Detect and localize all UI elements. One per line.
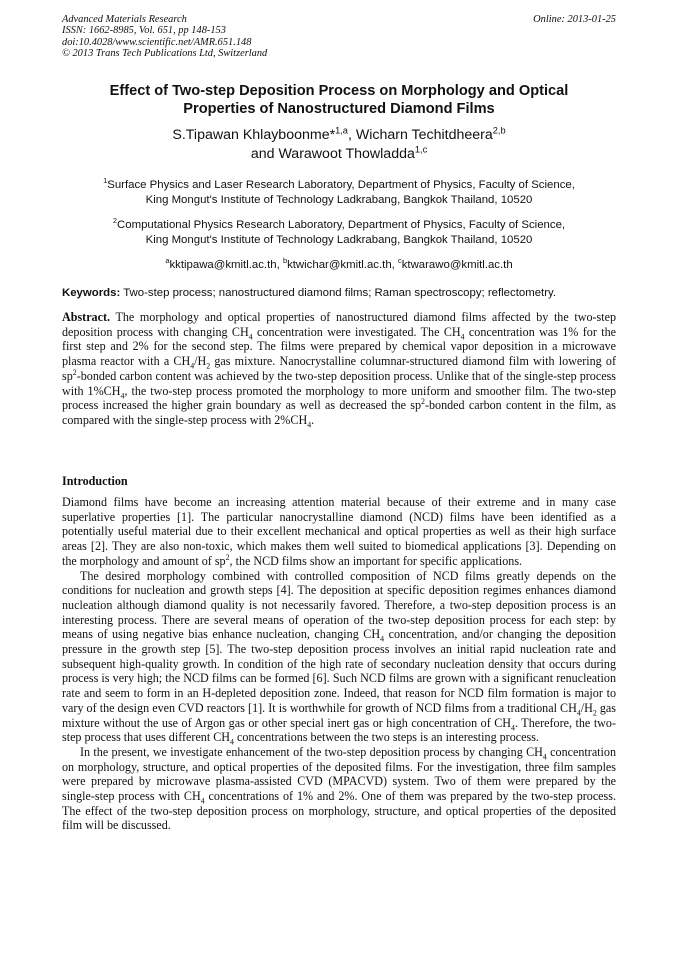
affiliation-text: Surface Physics and Laser Research Laboratory, Department of Physics, Faculty of Science,: [107, 179, 575, 191]
author-conjunction: and: [250, 146, 279, 162]
email-sup: b: [282, 256, 288, 266]
email-address: ktwichar@kmitl.ac.th: [287, 259, 392, 271]
abstract-text: concentration were investigated. The CH: [252, 324, 461, 339]
affiliation-2: [62, 218, 616, 248]
author-affil-sup: 1,c: [414, 144, 428, 155]
author-emails: [62, 258, 616, 273]
online-date: Online: 2013-01-25: [533, 14, 616, 25]
abstract-text: /H: [194, 354, 207, 369]
paragraph: [62, 569, 616, 745]
issn-line: ISSN: 1662-8985, Vol. 651, pp 148-153: [62, 25, 226, 37]
author-separator: ,: [347, 127, 356, 143]
subscript: 2: [206, 361, 211, 371]
affiliation-line: [62, 218, 616, 233]
title-line-1: Effect of Two-step Deposition Process on Morphology and Optical: [109, 83, 569, 99]
keywords: [62, 286, 616, 301]
subscript: 4: [248, 332, 253, 342]
affiliation-text: Computational Physics Research Laboratory, Department of Physics, Faculty of Science,: [117, 219, 566, 231]
author-affil-sup: 2,b: [492, 125, 506, 136]
subscript: 4: [307, 420, 312, 430]
abstract-text: gas mixture. Nanocrystalline columnar-structured diamond film with lowering of sp: [62, 354, 616, 383]
journal-name: Advanced Materials Research: [62, 14, 187, 25]
paragraph-text: , the NCD films show an important for specific applications.: [229, 553, 523, 568]
email-sup: c: [398, 256, 402, 266]
paragraph: [62, 745, 616, 833]
paragraph-text: Diamond films have become an increasing attention material because of their extreme and in many case superlative properties [1]. The particular nanocrystalline diamond (NCD) films have been identified as a potentially useful material due to their excellent mechanical and optical properties as well as their high surface areas [2]. They are also non-toxic, which makes them well suited to biomedical applications [3]. Depending on the morphology and amount of sp: [62, 495, 616, 568]
affiliation-line: [62, 178, 616, 193]
subscript: 4: [460, 332, 465, 342]
keywords-text: Two-step process; nanostructured diamond films; Raman spectroscopy; reflectometry.: [120, 287, 557, 299]
paragraph-text: gas mixture without the use of Argon gas or other special inert gas or high concentration of CH: [62, 700, 616, 730]
email-address: ktwarawo@kmitl.ac.th: [401, 259, 513, 271]
paragraph-text: . Therefore, the two-step process that uses different CH: [62, 715, 616, 745]
author-line-2: [70, 145, 608, 164]
introduction-body: [62, 495, 616, 833]
subscript: 4: [200, 796, 205, 806]
paper-title: [70, 82, 608, 118]
paragraph-text: /H: [580, 700, 593, 715]
subscript: 2: [592, 708, 597, 718]
abstract-text: .: [311, 412, 315, 427]
abstract-text: , the two-step process promoted the morphology to more uniform and smoother film. The two-step process increased the higher grain boundary as well as decreased the sp: [62, 383, 617, 413]
author-name: Wicharn Techitdheera: [355, 127, 493, 143]
title-line-2: Properties of Nanostructured Diamond Films: [183, 101, 495, 117]
email-separator: ,: [391, 259, 399, 271]
abstract-text: -bonded carbon content was achieved by the two-step deposition process. Unlike that of the single-step process with 1%CH: [62, 368, 616, 398]
paragraph: [62, 495, 616, 569]
author-line-1: [70, 126, 608, 145]
superscript: 2: [72, 367, 77, 377]
paragraph-text: In the present, we investigate enhancement of the two-step deposition process by changing CH: [80, 744, 543, 759]
subscript: 4: [542, 752, 547, 762]
paragraph-text: concentration, and/or changing the deposition pressure in the growth step [5]. The two-step deposition process involves an initial rapid nucleation rate and subsequent high-quality growth. In condition of the high rate of secondary nucleation density that occurs during process is very high; the NCD films can be formed [6]. Such NCD films are grown with a significant renucleation rate and seem to form in an H-depleted deposition zone. Indeed, that reason for NCD film formation is major to vary of the design even CVD reactors [1]. It is worthwhile for growth of NCD films from a traditional CH: [62, 627, 616, 715]
abstract-text: -bonded carbon content in the film, as compared with the single-step process with 2%CH: [62, 398, 616, 427]
affiliation-number: 1: [103, 176, 108, 186]
section-heading-introduction: Introduction: [62, 474, 128, 488]
copyright-line: © 2013 Trans Tech Publications Ltd, Switzerland: [62, 48, 268, 60]
email-sup: a: [165, 256, 170, 266]
subscript: 4: [576, 708, 581, 718]
subscript: 4: [120, 390, 125, 400]
subscript: 4: [511, 722, 515, 732]
email-separator: ,: [276, 259, 283, 271]
affiliation-number: 2: [112, 216, 118, 226]
doi-line: doi:10.4028/www.scientific.net/AMR.651.148: [62, 36, 252, 48]
paragraph-text: The desired morphology combined with controlled composition of NCD films greatly depends on the conditions for nucleation and growth steps [4]. The deposition at specific deposition regimes enhances diamond nucleation although diamond quality is not necessarily favored. Therefore, a two-step deposition process is an interesting process. There are several means of operation of the two-step deposition process for each step: by means of using negative bias enhance nucleation, changing CH: [62, 568, 616, 642]
subscript: 4: [380, 634, 385, 644]
author-name: S.Tipawan Khlayboonme*: [172, 127, 336, 143]
abstract-text: concentration was 1% for the first step and 2% for the second step. The films were prepared by chemical vapor deposition in a microwave plasma reactor with a CH: [62, 324, 616, 369]
abstract-label: Abstract.: [62, 310, 111, 324]
subscript: 4: [190, 361, 195, 371]
author-affil-sup: 1,a: [335, 125, 348, 136]
superscript: 2: [421, 397, 425, 407]
subscript: 4: [230, 737, 234, 747]
keywords-label: Keywords:: [62, 287, 121, 299]
author-name: Warawoot Thowladda: [278, 146, 415, 162]
affiliation-line: King Mongut's Institute of Technology Ladkrabang, Bangkok Thailand, 10520: [145, 234, 533, 246]
superscript: 2: [225, 552, 230, 562]
paragraph-text: concentration on morphology, structure, and optical properties of the deposited films. For the investigation, three film samples were prepared by microwave plasma-assisted CVD (MPACVD) system. Two of them were prepared by the single-step process with CH: [62, 744, 616, 804]
email-address: kktipawa@kmitl.ac.th: [169, 259, 277, 271]
affiliation-line: King Mongut's Institute of Technology Ladkrabang, Bangkok Thailand, 10520: [145, 194, 533, 206]
journal-header: [62, 14, 616, 60]
author-list: [70, 126, 608, 164]
paragraph-text: concentrations between the two steps is an interesting process.: [233, 730, 539, 745]
affiliation-1: [62, 178, 616, 208]
paragraph-text: concentrations of 1% and 2%. One of them was prepared by the two-step process. The effect of the two-step deposition process on morphology, structure, and optical properties of the deposited film will be discussed.: [62, 789, 616, 833]
abstract: [62, 310, 616, 428]
abstract-text: The morphology and optical properties of nanostructured diamond films affected by the two-step deposition process with changing CH: [62, 310, 616, 339]
